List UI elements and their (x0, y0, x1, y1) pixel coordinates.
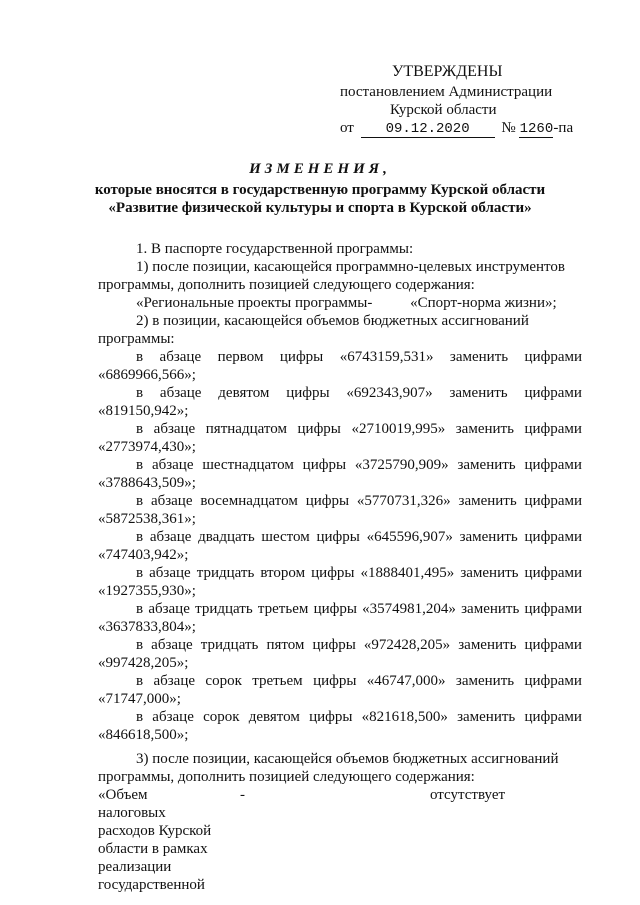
approval-line-region: Курской области (390, 102, 497, 118)
change-word: пятнадцатом (205, 421, 287, 437)
change-word: абзаце (148, 601, 190, 617)
change-continuation: «3637833,804»; (98, 619, 196, 635)
change-word: «972428,205» (363, 637, 451, 653)
title-heading: ИЗМЕНЕНИЯ, (249, 161, 391, 177)
label-line: государственной (98, 877, 205, 893)
change-continuation: «1927355,930»; (98, 583, 196, 599)
change-word: первом (217, 349, 264, 365)
change-word: цифрами (524, 565, 582, 581)
change-item (98, 420, 582, 456)
change-item (98, 672, 582, 708)
change-word: «2710019,995» (351, 421, 446, 437)
tax-expenditure-dash: - (240, 787, 245, 803)
change-word: «645596,907» (366, 529, 453, 545)
change-word: сорок (203, 709, 240, 725)
label-line: «Объем налоговых (98, 787, 166, 821)
label-line: реализации (98, 859, 172, 875)
change-word: в (136, 493, 144, 509)
change-word: цифрами (524, 637, 582, 653)
title-line-3: «Развитие физической культуры и спорта в Курской области» (108, 200, 532, 216)
change-word: цифры (305, 493, 350, 509)
change-word: абзаце (151, 457, 194, 473)
change-item (98, 636, 582, 672)
approval-line-decree: постановлением Администрации (340, 84, 553, 100)
change-word: цифрами (524, 709, 582, 725)
change-item (98, 600, 582, 636)
tax-expenditure-value: отсутствует (430, 787, 506, 803)
approval-heading: УТВЕРЖДЕНЫ (392, 63, 503, 80)
change-word: цифры (313, 673, 357, 689)
change-word: заменить (458, 493, 517, 509)
title-line-2: которые вносятся в государственную программу Курской области (94, 182, 546, 198)
change-item (98, 384, 582, 420)
change-line (98, 420, 582, 438)
change-line (98, 384, 582, 402)
change-word: цифрами (524, 349, 582, 365)
change-word: абзаце (159, 349, 202, 365)
change-continuation: «2773974,430»; (98, 439, 196, 455)
change-word: третьем (252, 673, 303, 689)
change-continuation: «997428,205»; (98, 655, 189, 671)
change-word: «46747,000» (366, 673, 446, 689)
change-word: «3725790,909» (354, 457, 449, 473)
change-word: «6743159,531» (339, 349, 434, 365)
change-item (98, 456, 582, 492)
change-word: абзаце (153, 673, 196, 689)
change-item (98, 564, 582, 600)
change-word: цифрами (524, 493, 582, 509)
approval-date: 09.12.2020 (361, 121, 495, 138)
change-word: тридцать (200, 637, 259, 653)
change-word: цифрами (524, 457, 582, 473)
change-continuation: «3788643,509»; (98, 475, 196, 491)
document-title (0, 160, 640, 217)
change-line (98, 636, 582, 654)
change-word: восемнадцатом (200, 493, 298, 509)
change-word: цифрами (524, 385, 582, 401)
change-word: цифры (302, 457, 347, 473)
change-word: цифрами (524, 421, 582, 437)
regional-projects-label: «Региональные проекты программы- (136, 295, 373, 311)
change-word: «5770731,326» (356, 493, 451, 509)
change-word: заменить (457, 709, 516, 725)
change-continuation: «6869966,566»; (98, 367, 196, 383)
change-word: цифрами (524, 673, 582, 689)
change-word: «1888401,495» (360, 565, 455, 581)
change-word: абзаце (159, 385, 202, 401)
change-word: цифры (316, 529, 360, 545)
approval-date-line (340, 119, 573, 138)
change-word: абзаце (149, 565, 191, 581)
item-3-line-1: 3) после позиции, касающейся объемов бюджетных ассигнований (136, 751, 559, 767)
change-word: тридцать (196, 565, 255, 581)
change-word: девятом (218, 385, 270, 401)
change-word: цифры (311, 565, 355, 581)
change-continuation: «71747,000»; (98, 691, 181, 707)
change-word: в (136, 709, 144, 725)
change-word: заменить (455, 673, 515, 689)
change-word: цифры (286, 385, 330, 401)
change-line (98, 672, 582, 690)
change-item (98, 528, 582, 564)
change-line (98, 492, 582, 510)
item-2-line-2: программы: (98, 331, 175, 347)
change-word: заменить (449, 385, 508, 401)
change-word: заменить (457, 457, 516, 473)
change-word: в (136, 637, 144, 653)
change-word: двадцать (198, 529, 255, 545)
change-word: в (136, 565, 144, 581)
change-word: заменить (459, 529, 518, 545)
number-suffix: -па (553, 120, 574, 136)
item-1-line-2: программы, дополнить позицией следующего содержания: (98, 277, 475, 293)
change-word: цифры (279, 349, 324, 365)
change-word: абзаце (151, 637, 193, 653)
change-line (98, 708, 582, 726)
change-word: втором (260, 565, 306, 581)
tax-expenditure-row (98, 786, 582, 894)
change-word: заменить (455, 421, 514, 437)
change-line (98, 348, 582, 366)
change-word: в (136, 421, 144, 437)
document-body (98, 240, 582, 894)
change-item (98, 708, 582, 744)
change-word: в (136, 673, 144, 689)
from-label: от (340, 120, 354, 136)
item-1-line-1: 1) после позиции, касающейся программно-целевых инструментов (136, 259, 565, 275)
label-line: расходов Курской (98, 823, 212, 839)
change-word: в (136, 385, 144, 401)
item-2-text: 2) в позиции, касающейся объемов бюджетных ассигнований (136, 313, 529, 329)
change-word: в (136, 601, 144, 617)
change-word: заменить (449, 349, 509, 365)
regional-projects-value: «Спорт-норма жизни»; (410, 295, 557, 311)
change-word: в (136, 529, 144, 545)
change-word: цифрами (524, 529, 582, 545)
change-continuation: «747403,942»; (98, 547, 189, 563)
change-word: девятом (248, 709, 300, 725)
change-word: цифры (312, 637, 356, 653)
change-word: цифрами (524, 601, 582, 617)
change-word: «821618,500» (361, 709, 448, 725)
change-word: пятом (266, 637, 305, 653)
change-continuation: «5872538,361»; (98, 511, 196, 527)
section-1-heading: 1. В паспорте государственной программы: (136, 241, 414, 257)
change-word: сорок (205, 673, 242, 689)
change-word: шестом (261, 529, 310, 545)
change-word: цифры (297, 421, 341, 437)
change-continuation: «819150,942»; (98, 403, 189, 419)
change-word: цифры (309, 709, 353, 725)
change-word: «692343,907» (346, 385, 433, 401)
change-word: в (136, 457, 144, 473)
change-word: абзаце (150, 493, 193, 509)
change-word: «3574981,204» (362, 601, 456, 617)
change-word: заменить (461, 601, 520, 617)
change-word: абзаце (153, 421, 196, 437)
changes-list (98, 348, 582, 744)
item-2-line-1 (98, 312, 582, 330)
change-word: цифры (313, 601, 357, 617)
change-line (98, 600, 582, 618)
change-word: заменить (460, 565, 519, 581)
change-continuation: «846618,500»; (98, 727, 189, 743)
change-word: заменить (458, 637, 517, 653)
change-word: тридцать (195, 601, 253, 617)
change-item (98, 348, 582, 384)
tax-expenditure-label (98, 786, 216, 894)
approval-number: 1260 (519, 121, 554, 137)
label-line: области в рамках (98, 841, 208, 857)
change-line (98, 528, 582, 546)
change-line (98, 456, 582, 474)
change-word: третьем (257, 601, 309, 617)
item-3-line-2: программы, дополнить позицией следующего содержания: (98, 769, 475, 785)
change-line (98, 564, 582, 582)
change-word: абзаце (149, 529, 192, 545)
item-1-content (98, 294, 582, 312)
change-item (98, 492, 582, 528)
number-label: № (501, 120, 516, 136)
change-word: шестнадцатом (202, 457, 294, 473)
change-word: в (136, 349, 144, 365)
change-word: абзаце (152, 709, 194, 725)
